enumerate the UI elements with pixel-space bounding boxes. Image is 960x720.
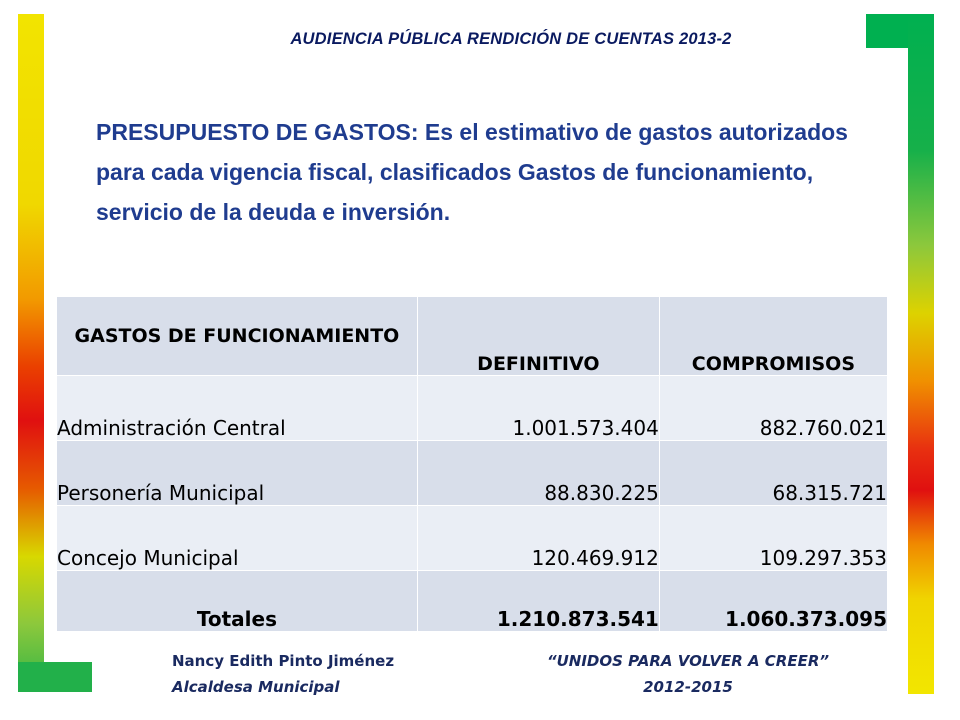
table-row bbox=[57, 376, 888, 441]
header-gastos: GASTOS DE FUNCIONAMIENTO bbox=[57, 297, 418, 376]
totals-definitivo: 1.210.873.541 bbox=[417, 571, 659, 632]
row-label: Concejo Municipal bbox=[57, 506, 418, 571]
table-row bbox=[57, 506, 888, 571]
totals-row bbox=[57, 571, 888, 632]
row-label: Personería Municipal bbox=[57, 441, 418, 506]
slogan-years: 2012-2015 bbox=[643, 678, 733, 696]
table-header-row bbox=[57, 297, 888, 376]
row-definitivo: 88.830.225 bbox=[417, 441, 659, 506]
signer-name: Nancy Edith Pinto Jiménez bbox=[172, 652, 395, 670]
totals-label: Totales bbox=[57, 571, 418, 632]
row-label: Administración Central bbox=[57, 376, 418, 441]
table-row bbox=[57, 441, 888, 506]
header-definitivo: DEFINITIVO bbox=[417, 297, 659, 376]
row-definitivo: 120.469.912 bbox=[417, 506, 659, 571]
intro-paragraph: PRESUPUESTO DE GASTOS: Es el estimativo de gastos autorizados para cada vigencia fiscal, clasificados Gastos de funcionamiento, servicio de la deuda e inversión. bbox=[96, 119, 848, 225]
left-color-bar bbox=[18, 14, 44, 692]
budget-table bbox=[56, 296, 888, 632]
signature-block bbox=[172, 648, 492, 700]
left-bar-foot bbox=[18, 662, 92, 692]
row-compromisos: 109.297.353 bbox=[659, 506, 887, 571]
totals-compromisos: 1.060.373.095 bbox=[659, 571, 887, 632]
header-compromisos: COMPROMISOS bbox=[659, 297, 887, 376]
right-color-bar bbox=[908, 14, 934, 694]
row-compromisos: 68.315.721 bbox=[659, 441, 887, 506]
header-title: AUDIENCIA PÚBLICA RENDICIÓN DE CUENTAS 2013-2 bbox=[290, 30, 732, 48]
row-compromisos: 882.760.021 bbox=[659, 376, 887, 441]
slogan-block bbox=[498, 648, 878, 700]
slogan-text: “UNIDOS PARA VOLVER A CREER” bbox=[546, 652, 830, 670]
row-definitivo: 1.001.573.404 bbox=[417, 376, 659, 441]
signer-role: Alcaldesa Municipal bbox=[172, 678, 340, 696]
